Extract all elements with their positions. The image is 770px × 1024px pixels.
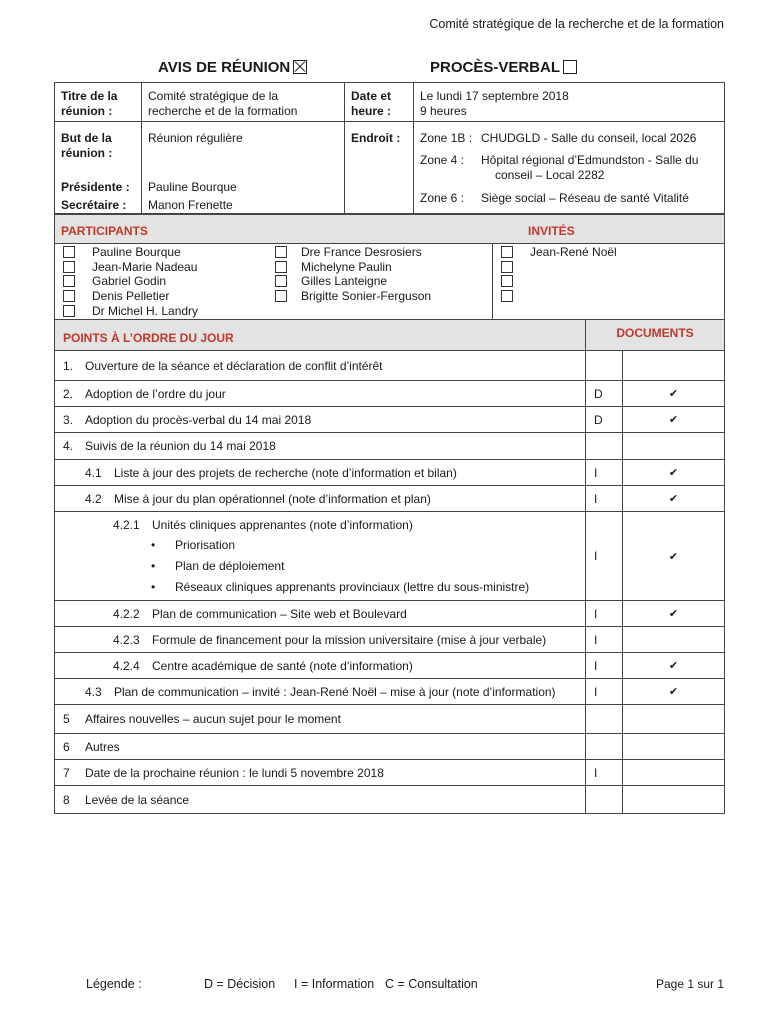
documents-title: DOCUMENTS xyxy=(586,320,725,351)
legend-label: Légende : xyxy=(86,977,142,991)
bullet-list xyxy=(151,535,585,598)
participant-checkbox[interactable] xyxy=(63,290,75,302)
table-row xyxy=(55,601,725,627)
agenda-code xyxy=(586,433,623,460)
agenda-item: 4.2.3 Formule de financement pour la mission universitaire (mise à jour verbale) xyxy=(55,627,586,653)
agenda-doc xyxy=(623,627,725,653)
participant-name: Dre France Desrosiers xyxy=(301,245,422,259)
invite-checkbox[interactable] xyxy=(501,275,513,287)
invite-checkbox[interactable] xyxy=(501,290,513,302)
table-row xyxy=(55,705,725,734)
agenda-code xyxy=(586,734,623,760)
agenda-code xyxy=(586,351,623,381)
agenda-doc xyxy=(623,433,725,460)
agenda-code: I xyxy=(586,679,623,705)
avis-reunion-label: AVIS DE RÉUNION xyxy=(158,59,291,76)
agenda-item: 3. Adoption du procès-verbal du 14 mai 2018 xyxy=(55,407,586,433)
participant-name: Jean-Marie Nadeau xyxy=(92,260,198,274)
doc-check-icon: ✔ xyxy=(623,512,725,601)
date-value-1: Le lundi 17 septembre 2018 xyxy=(420,89,569,103)
invite-checkbox[interactable] xyxy=(501,246,513,258)
participant-checkbox[interactable] xyxy=(275,246,287,258)
agenda-code: I xyxy=(586,512,623,601)
table-row xyxy=(55,351,725,381)
agenda-item: 8 Levée de la séance xyxy=(55,786,586,814)
titre-value-2: recherche et de la formation xyxy=(148,104,298,118)
table-row xyxy=(55,407,725,433)
doc-check-icon: ✔ xyxy=(623,381,725,407)
zone-4-place-2: conseil – Local 2282 xyxy=(495,168,605,182)
participant-checkbox[interactable] xyxy=(275,275,287,287)
agenda-item: 4. Suivis de la réunion du 14 mai 2018 xyxy=(55,433,586,460)
participant-name: Dr Michel H. Landry xyxy=(92,304,199,318)
participants-list xyxy=(54,244,725,319)
titre-value-1: Comité stratégique de la xyxy=(148,89,279,103)
agenda-item: 4.2.2 Plan de communication – Site web et Boulevard xyxy=(55,601,586,627)
but-label-2: réunion : xyxy=(61,146,113,160)
table-row xyxy=(55,760,725,786)
secretaire-value: Manon Frenette xyxy=(148,198,233,212)
page-number: Page 1 sur 1 xyxy=(656,977,725,991)
zone-6-label: Zone 6 : xyxy=(420,191,465,205)
table-row xyxy=(55,786,725,814)
table-row xyxy=(55,679,725,705)
participants-title: PARTICIPANTS xyxy=(61,224,148,238)
table-row xyxy=(55,460,725,486)
participant-name: Denis Pelletier xyxy=(92,289,170,303)
agenda-code: D xyxy=(586,381,623,407)
agenda-code: I xyxy=(586,486,623,512)
agenda-doc xyxy=(623,705,725,734)
participant-checkbox[interactable] xyxy=(63,275,75,287)
legend-information: I = Information xyxy=(294,977,375,991)
table-row xyxy=(55,653,725,679)
agenda-doc xyxy=(623,734,725,760)
participant-name: Brigitte Sonier-Ferguson xyxy=(301,289,432,303)
participant-checkbox[interactable] xyxy=(63,246,75,258)
proces-verbal-title xyxy=(430,59,577,76)
proces-verbal-checkbox[interactable] xyxy=(563,60,577,74)
zone-1b-place: CHUDGLD - Salle du conseil, local 2026 xyxy=(481,131,697,145)
zone-4-label: Zone 4 : xyxy=(420,153,465,167)
agenda-table xyxy=(54,319,725,814)
doc-check-icon: ✔ xyxy=(623,679,725,705)
participant-name: Gilles Lanteigne xyxy=(301,274,388,288)
participant-name: Gabriel Godin xyxy=(92,274,167,288)
avis-reunion-title xyxy=(158,59,307,76)
titre-label: Titre de la réunion : xyxy=(61,89,118,118)
bullet-item: • Plan de déploiement xyxy=(151,556,585,577)
legend-consultation: C = Consultation xyxy=(385,977,478,991)
avis-reunion-checkbox[interactable] xyxy=(293,60,307,74)
meeting-info-box xyxy=(54,82,725,214)
agenda-title: POINTS À L’ORDRE DU JOUR xyxy=(55,320,586,351)
bullet-item: • Priorisation xyxy=(151,535,585,556)
agenda-doc xyxy=(623,351,725,381)
table-row xyxy=(55,486,725,512)
agenda-item: 7 Date de la prochaine réunion : le lundi 5 novembre 2018 xyxy=(55,760,586,786)
proces-verbal-label: PROCÈS-VERBAL xyxy=(430,59,561,76)
zone-1b-label: Zone 1B : xyxy=(420,131,473,145)
doc-check-icon: ✔ xyxy=(623,460,725,486)
agenda-item: 6 Autres xyxy=(55,734,586,760)
date-value-2: 9 heures xyxy=(420,104,467,118)
date-label-1: Date et xyxy=(351,89,392,103)
agenda-item: 4.2.1 Unités cliniques apprenantes (note d’information) • Priorisation • Plan de déploiement • Réseaux cliniques apprenants provinciaux (lettre du sous-ministre) xyxy=(55,512,586,601)
agenda-item: 4.2.4 Centre académique de santé (note d’information) xyxy=(55,653,586,679)
agenda-code: D xyxy=(586,407,623,433)
agenda-code: I xyxy=(586,627,623,653)
but-label-1: But de la xyxy=(61,131,112,145)
zone-6-place: Siège social – Réseau de santé Vitalité xyxy=(481,191,689,205)
agenda-item: 4.1 Liste à jour des projets de recherche (note d’information et bilan) xyxy=(55,460,586,486)
doc-check-icon: ✔ xyxy=(623,653,725,679)
agenda-code: I xyxy=(586,760,623,786)
table-row xyxy=(55,512,725,601)
presidente-label: Présidente : xyxy=(61,180,130,194)
agenda-item: 4.2 Mise à jour du plan opérationnel (note d’information et plan) xyxy=(55,486,586,512)
presidente-value: Pauline Bourque xyxy=(148,180,237,194)
table-row xyxy=(55,433,725,460)
document-header: Comité stratégique de la recherche et de la formation xyxy=(429,17,724,31)
participant-name: Pauline Bourque xyxy=(92,245,181,259)
doc-check-icon: ✔ xyxy=(623,407,725,433)
agenda-doc xyxy=(623,760,725,786)
doc-check-icon: ✔ xyxy=(623,601,725,627)
invite-checkbox[interactable] xyxy=(501,261,513,273)
bullet-item: • Réseaux cliniques apprenants provinciaux (lettre du sous-ministre) xyxy=(151,577,585,598)
endroit-label: Endroit : xyxy=(351,131,401,145)
agenda-code: I xyxy=(586,601,623,627)
participant-checkbox[interactable] xyxy=(275,290,287,302)
date-label-2: heure : xyxy=(351,104,392,118)
agenda-item: 2. Adoption de l’ordre du jour xyxy=(55,381,586,407)
agenda-item: 1. Ouverture de la séance et déclaration de conflit d’intérêt xyxy=(55,351,586,381)
participant-name: Michelyne Paulin xyxy=(301,260,392,274)
agenda-code: I xyxy=(586,460,623,486)
agenda-item: 4.3 Plan de communication – invité : Jean-René Noël – mise à jour (note d’information) xyxy=(55,679,586,705)
invites-title: INVITÉS xyxy=(528,224,575,238)
agenda-doc xyxy=(623,786,725,814)
invite-name: Jean-René Noël xyxy=(530,245,617,259)
participants-header xyxy=(54,214,725,244)
secretaire-label: Secrétaire : xyxy=(61,198,127,212)
table-row xyxy=(55,734,725,760)
participant-checkbox[interactable] xyxy=(63,261,75,273)
agenda-item: 5 Affaires nouvelles – aucun sujet pour le moment xyxy=(55,705,586,734)
but-value: Réunion régulière xyxy=(148,131,243,145)
agenda-code xyxy=(586,786,623,814)
participant-checkbox[interactable] xyxy=(63,305,75,317)
zone-4-place: Hôpital régional d’Edmundston - Salle du xyxy=(481,153,699,167)
participant-checkbox[interactable] xyxy=(275,261,287,273)
table-row xyxy=(55,627,725,653)
legend-decision: D = Décision xyxy=(204,977,276,991)
agenda-code: I xyxy=(586,653,623,679)
agenda-code xyxy=(586,705,623,734)
table-row xyxy=(55,381,725,407)
doc-check-icon: ✔ xyxy=(623,486,725,512)
